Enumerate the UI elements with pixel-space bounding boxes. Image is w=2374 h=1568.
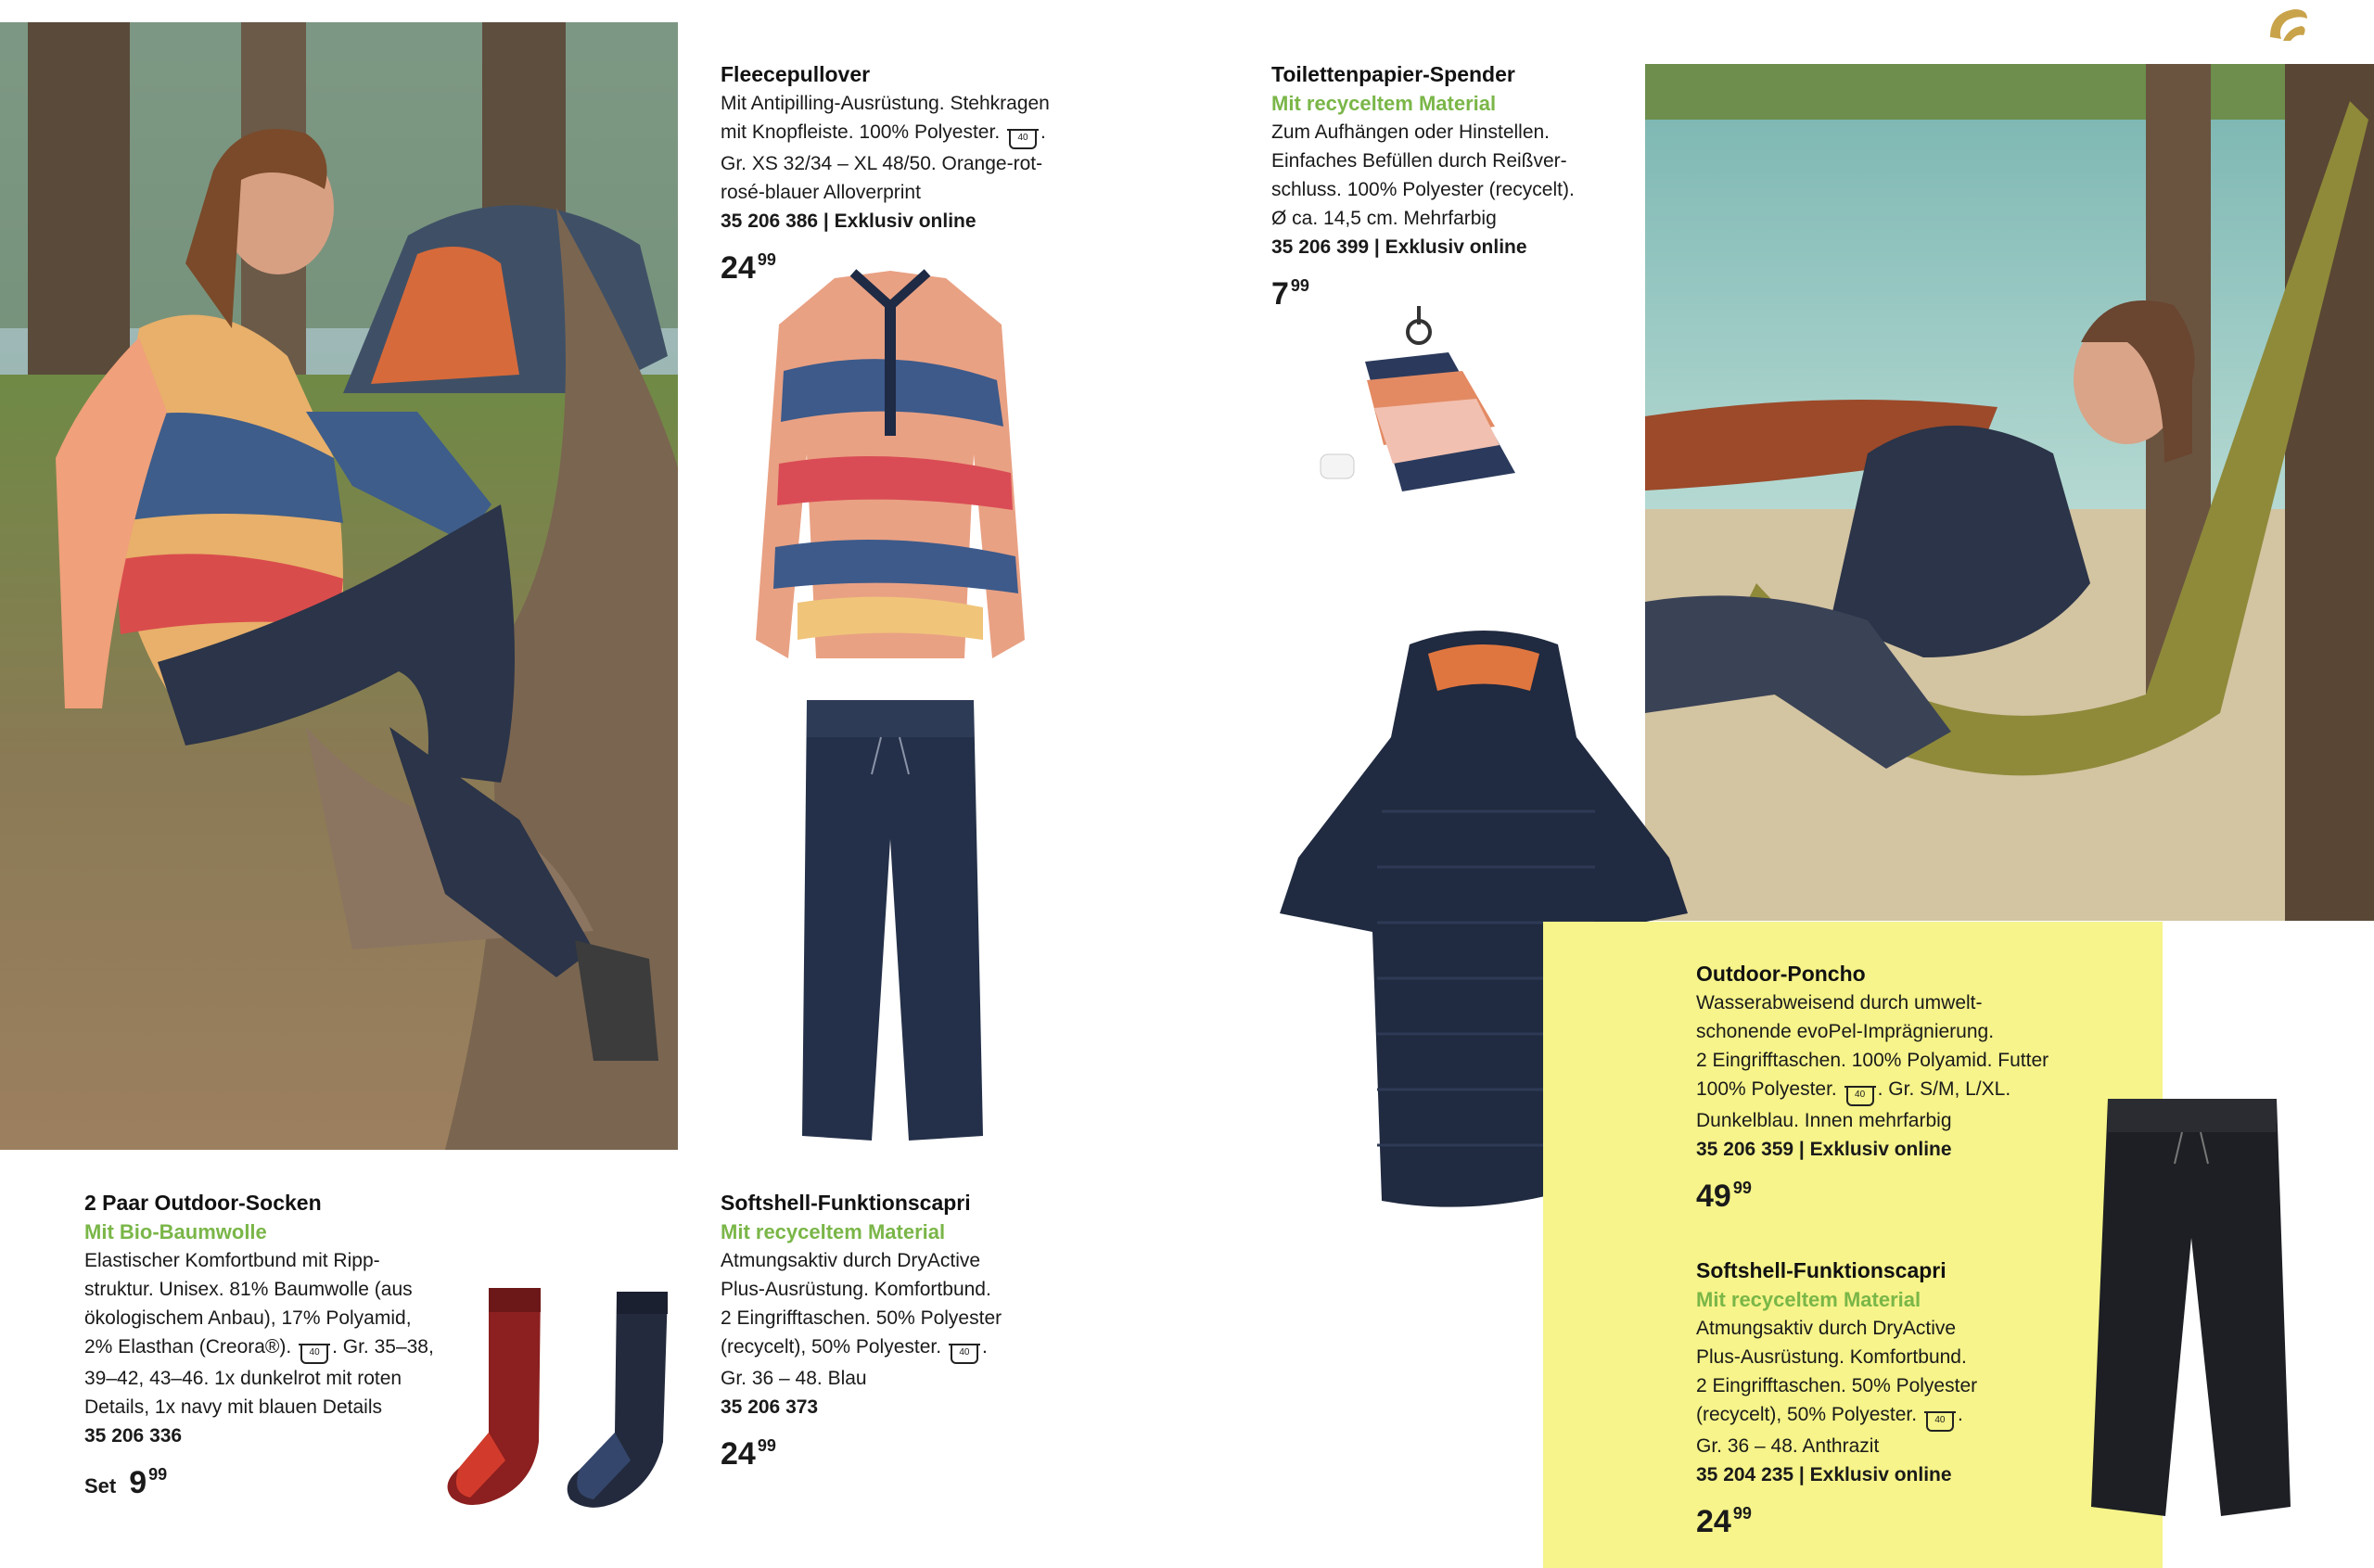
price: 24 $^{99}$ (721, 1436, 776, 1472)
product-description-line: (recycelt), 50% Polyester. (721, 1336, 942, 1358)
product-description-line: Elastischer Komfortbund mit Ripp- (84, 1250, 380, 1271)
product-description-line: mit Knopfleiste. 100% Polyester. (721, 121, 1001, 143)
outdoor-socks-image (431, 1284, 682, 1511)
material-highlight: Mit recyceltem Material (1271, 92, 1497, 115)
product-description-line: rosé-blauer Alloverprint (721, 182, 921, 203)
fleece-pullover-image (751, 269, 1029, 668)
product-title: Softshell-Funktionscapri (1696, 1258, 1946, 1282)
product-description-line: Atmungsaktiv durch DryActive (1696, 1318, 1957, 1339)
product-description-line: Gr. 36 – 48. Anthrazit (1696, 1435, 1880, 1457)
product-description-line: struktur. Unisex. 81% Baumwolle (aus (84, 1279, 413, 1300)
product-description-line: Dunkelblau. Innen mehrfarbig (1696, 1110, 1952, 1131)
wash-40-icon: 40 (1009, 131, 1037, 149)
wash-40-icon: 40 (1926, 1413, 1954, 1432)
price: 7 $^{99}$ (1271, 276, 1309, 312)
product-description-line: Wasserabweisend durch umwelt- (1696, 992, 1983, 1013)
product-description-line: 2% Elasthan (Creora®). (84, 1336, 292, 1358)
product-description-line: Plus-Ausrüstung. Komfortbund. (721, 1279, 991, 1300)
price: 24 $^{99}$ (721, 250, 776, 286)
softshell-capri-anthrazit-info: Softshell-Funktionscapri Mit recyceltem Material Atmungsaktiv durch DryActive Plus-Ausrüstung. Komfortbund. 2 Eingrifftaschen. 50% Polyester (recycelt), 50% Polyester. 40 . Gr. 36 – 48. Anthrazit 35 204 235 | Exklusiv online 24 $^{99}$ (1696, 1256, 2086, 1540)
price: 49 $^{99}$ (1696, 1179, 1752, 1214)
price: 24 $^{99}$ (1696, 1504, 1752, 1539)
camping-woman-photo (0, 22, 678, 1150)
product-description-line: 2 Eingrifftaschen. 50% Polyester (1696, 1375, 1978, 1396)
softshell-capri-anthrazit-image (2091, 1099, 2291, 1521)
product-description-line: Atmungsaktiv durch DryActive (721, 1250, 981, 1271)
product-description-line: 2 Eingrifftaschen. 50% Polyester (721, 1307, 1002, 1329)
product-description-line: Einfaches Befüllen durch Reißver- (1271, 150, 1567, 172)
product-title: Softshell-Funktionscapri (721, 1191, 971, 1215)
brand-logo (2261, 0, 2313, 52)
product-description-line: Mit Antipilling-Ausrüstung. Stehkragen (721, 93, 1050, 114)
product-description-line: ökologischem Anbau), 17% Polyamid, (84, 1307, 412, 1329)
product-description-line: Gr. S/M, L/XL. (1888, 1078, 2011, 1100)
article-number: 35 206 386 | Exklusiv online (721, 210, 976, 232)
product-description-line: (recycelt), 50% Polyester. (1696, 1404, 1918, 1425)
material-highlight: Mit Bio-Baumwolle (84, 1220, 267, 1243)
article-number: 35 206 336 (84, 1425, 183, 1447)
fleece-product-info: Fleecepullover Mit Antipilling-Ausrüstung. Stehkragen mit Knopfleiste. 100% Polyester. 40 . Gr. XS 32/34 – XL 48/50. Orange-rot- rosé-blauer Alloverprint 35 206 386 | Exklusiv online 24 $^{99}$ (721, 59, 1110, 287)
outdoor-socks-info (84, 1188, 474, 1505)
toilet-paper-dispenser-image (1309, 306, 1523, 501)
material-highlight: Mit recyceltem Material (721, 1220, 946, 1243)
product-description-line: 100% Polyester. (1696, 1078, 1837, 1100)
outdoor-poncho-info: Outdoor-Poncho Wasserabweisend durch umwelt- schonende evoPel-Imprägnierung. 2 Eingrifftaschen. 100% Polyamid. Futter 100% Polyester. 40 . Gr. S/M, L/XL. Dunkelblau. Innen mehrfarbig 35 206 359 | Exklusiv online 49 $^{99}$ (1696, 959, 2104, 1215)
price: Set 9 $^{99}$ (84, 1465, 168, 1500)
product-description-line: schluss. 100% Polyester (recycelt). (1271, 179, 1575, 200)
product-description-line: Gr. XS 32/34 – XL 48/50. Orange-rot- (721, 153, 1043, 174)
product-title: Outdoor-Poncho (1696, 962, 1866, 986)
product-title: Toilettenpapier-Spender (1271, 62, 1515, 86)
wash-40-icon: 40 (1846, 1088, 1874, 1106)
article-number: 35 204 235 | Exklusiv online (1696, 1464, 1952, 1485)
article-number: 35 206 373 (721, 1396, 819, 1418)
material-highlight: Mit recyceltem Material (1696, 1288, 1921, 1311)
article-number: 35 206 359 | Exklusiv online (1696, 1139, 1952, 1160)
product-description-line: 2 Eingrifftaschen. 100% Polyamid. Futter (1696, 1050, 2049, 1071)
toilet-paper-dispenser-info (1271, 59, 1642, 312)
product-description-line: 39–42, 43–46. 1x dunkelrot mit roten (84, 1368, 402, 1389)
product-title: Fleecepullover (721, 62, 871, 86)
product-description-line: . Gr. 35–38, (332, 1336, 434, 1358)
product-description-line: Gr. 36 – 48. Blau (721, 1368, 867, 1389)
softshell-capri-blue-image (798, 700, 983, 1145)
product-description-line: Plus-Ausrüstung. Komfortbund. (1696, 1346, 1967, 1368)
product-description-line: Details, 1x navy mit blauen Details (84, 1396, 382, 1418)
set-label: Set (84, 1474, 117, 1498)
wash-40-icon: 40 (300, 1345, 328, 1364)
product-description-line: Ø ca. 14,5 cm. Mehrfarbig (1271, 208, 1497, 229)
product-description-line: schonende evoPel-Imprägnierung. (1696, 1021, 1995, 1042)
softshell-capri-blue-info: Softshell-Funktionscapri Mit recyceltem Material Atmungsaktiv durch DryActive Plus-Ausrüstung. Komfortbund. 2 Eingrifftaschen. 50% Polyester (recycelt), 50% Polyester. 40 . Gr. 36 – 48. Blau 35 206 373 24 $^{99}$ (721, 1188, 1110, 1472)
product-description-line: Zum Aufhängen oder Hinstellen. (1271, 121, 1551, 143)
product-title: 2 Paar Outdoor-Socken (84, 1191, 322, 1215)
wash-40-icon: 40 (951, 1345, 978, 1364)
article-number: 35 206 399 | Exklusiv online (1271, 236, 1527, 258)
hammock-woman-photo (1645, 64, 2374, 921)
